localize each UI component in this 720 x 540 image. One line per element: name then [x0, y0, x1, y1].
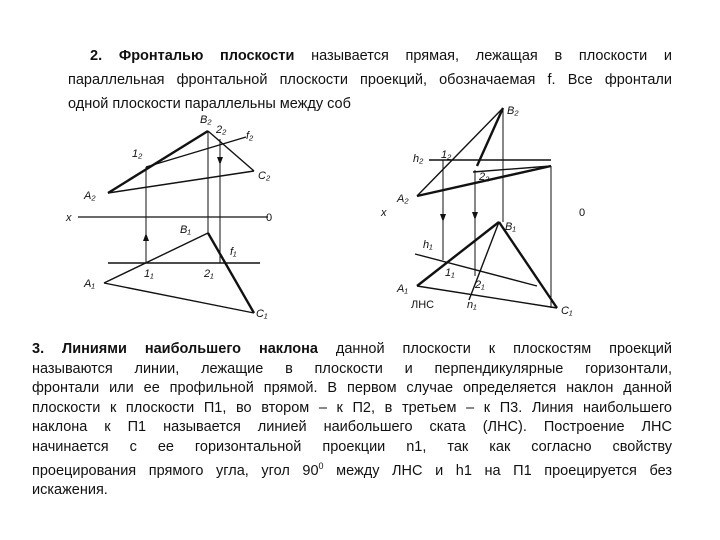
- edge-a2-b2: [108, 131, 208, 193]
- arrow-r-1: [440, 214, 446, 222]
- edge-b1-c1: [208, 233, 254, 313]
- label-b2: B₂: [200, 114, 212, 126]
- edge-a2-b2-r: [417, 108, 503, 196]
- section-3-line-8: искажения.: [32, 482, 108, 499]
- edge-a1-c1: [104, 283, 254, 313]
- section-3-line-7a: проецирования прямого угла, угол 90: [32, 462, 319, 479]
- label-c1: C₁: [256, 308, 268, 320]
- label-lns-r: ЛНС: [411, 299, 435, 311]
- section-2-term: Фронталью плоскости: [118, 48, 295, 64]
- degree-superscript: 0: [318, 461, 324, 471]
- label-c1-r: C₁: [561, 305, 573, 317]
- right-diagram: [375, 100, 605, 325]
- section-3-line-6: начинается с ее горизонтальной проекции n1, так как согласно свойству: [32, 438, 672, 455]
- section-3-term: Линиями наибольшего наклона: [62, 341, 318, 357]
- label-h2-r: h₂: [413, 153, 424, 165]
- label-f1: f₁: [230, 246, 237, 258]
- label-x-r: x: [381, 207, 387, 219]
- label-a2-r: A₂: [397, 193, 409, 205]
- section-2-number: 2.: [90, 48, 103, 64]
- label-b1: B₁: [180, 224, 191, 236]
- edge-a2-c2: [108, 171, 254, 193]
- section-3-line-5: наклона к П1 называется линией наибольшего ската (ЛНС). Построение ЛНС: [32, 419, 672, 435]
- section-3-line-4: плоскости к плоскости П1, во втором – к П2, в третьем – к П3. Линия наибольшего: [32, 399, 672, 416]
- label-h1-r: h₁: [423, 239, 433, 251]
- label-n1-r: n₁: [467, 299, 477, 311]
- label-c2: C₂: [258, 170, 271, 182]
- frontal-line-f2: [146, 137, 246, 167]
- label-1-2-r: 1₂: [441, 149, 452, 161]
- label-b2-r: B₂: [507, 105, 519, 117]
- section-3-line-2: называются линии, лежащие в плоскости и перпендикулярные горизонтали,: [32, 360, 672, 377]
- label-zero-r: 0: [579, 207, 586, 219]
- edge-a1-c1-r: [417, 286, 557, 308]
- section-2-line-3: одной плоскости параллельны между соб: [68, 96, 351, 112]
- label-a1: A₁: [84, 278, 95, 290]
- section-3-paragraph: [32, 340, 672, 501]
- section-2-line-1: называется прямая, лежащая в плоскости и: [294, 48, 673, 64]
- label-1-1-r: 1₁: [445, 267, 455, 279]
- section-2-line-2: параллельная фронтальной плоскости проекций, обозначаемая f. Все фронтали: [68, 72, 672, 88]
- label-a2: A₂: [84, 190, 96, 202]
- section-3-line-3: фронтали или ее профильной прямой. В первом случае определяется наклон данной: [32, 380, 672, 396]
- section-3-line-7b: между ЛНС и h1 на П1 проецируется без: [323, 462, 673, 479]
- label-a1-r: A₁: [397, 283, 408, 295]
- section-3-number: 3.: [32, 341, 45, 357]
- label-f2: f₂: [246, 130, 254, 142]
- label-1-1: 1₁: [144, 268, 154, 280]
- arrow-1: [143, 233, 149, 241]
- label-2-1-r: 2₁: [475, 279, 485, 291]
- left-diagram: [60, 105, 300, 325]
- label-2-1: 2₁: [204, 268, 214, 280]
- arrow-r-2: [472, 212, 478, 220]
- label-x: x: [66, 212, 72, 224]
- label-2-2: 2₂: [216, 124, 227, 136]
- edge-a1-b1: [104, 233, 208, 283]
- label-zero: 0: [266, 212, 273, 224]
- section-3-line-1: данной плоскости к плоскостям проекций: [317, 341, 672, 357]
- label-b1-r: B₁: [505, 221, 516, 233]
- label-2-2-r: 2₂: [479, 171, 490, 183]
- arrow-2: [217, 157, 223, 165]
- edge-b2-line-r: [477, 108, 503, 166]
- edge-b1-c1-r: [499, 222, 557, 308]
- label-1-2: 1₂: [132, 148, 143, 160]
